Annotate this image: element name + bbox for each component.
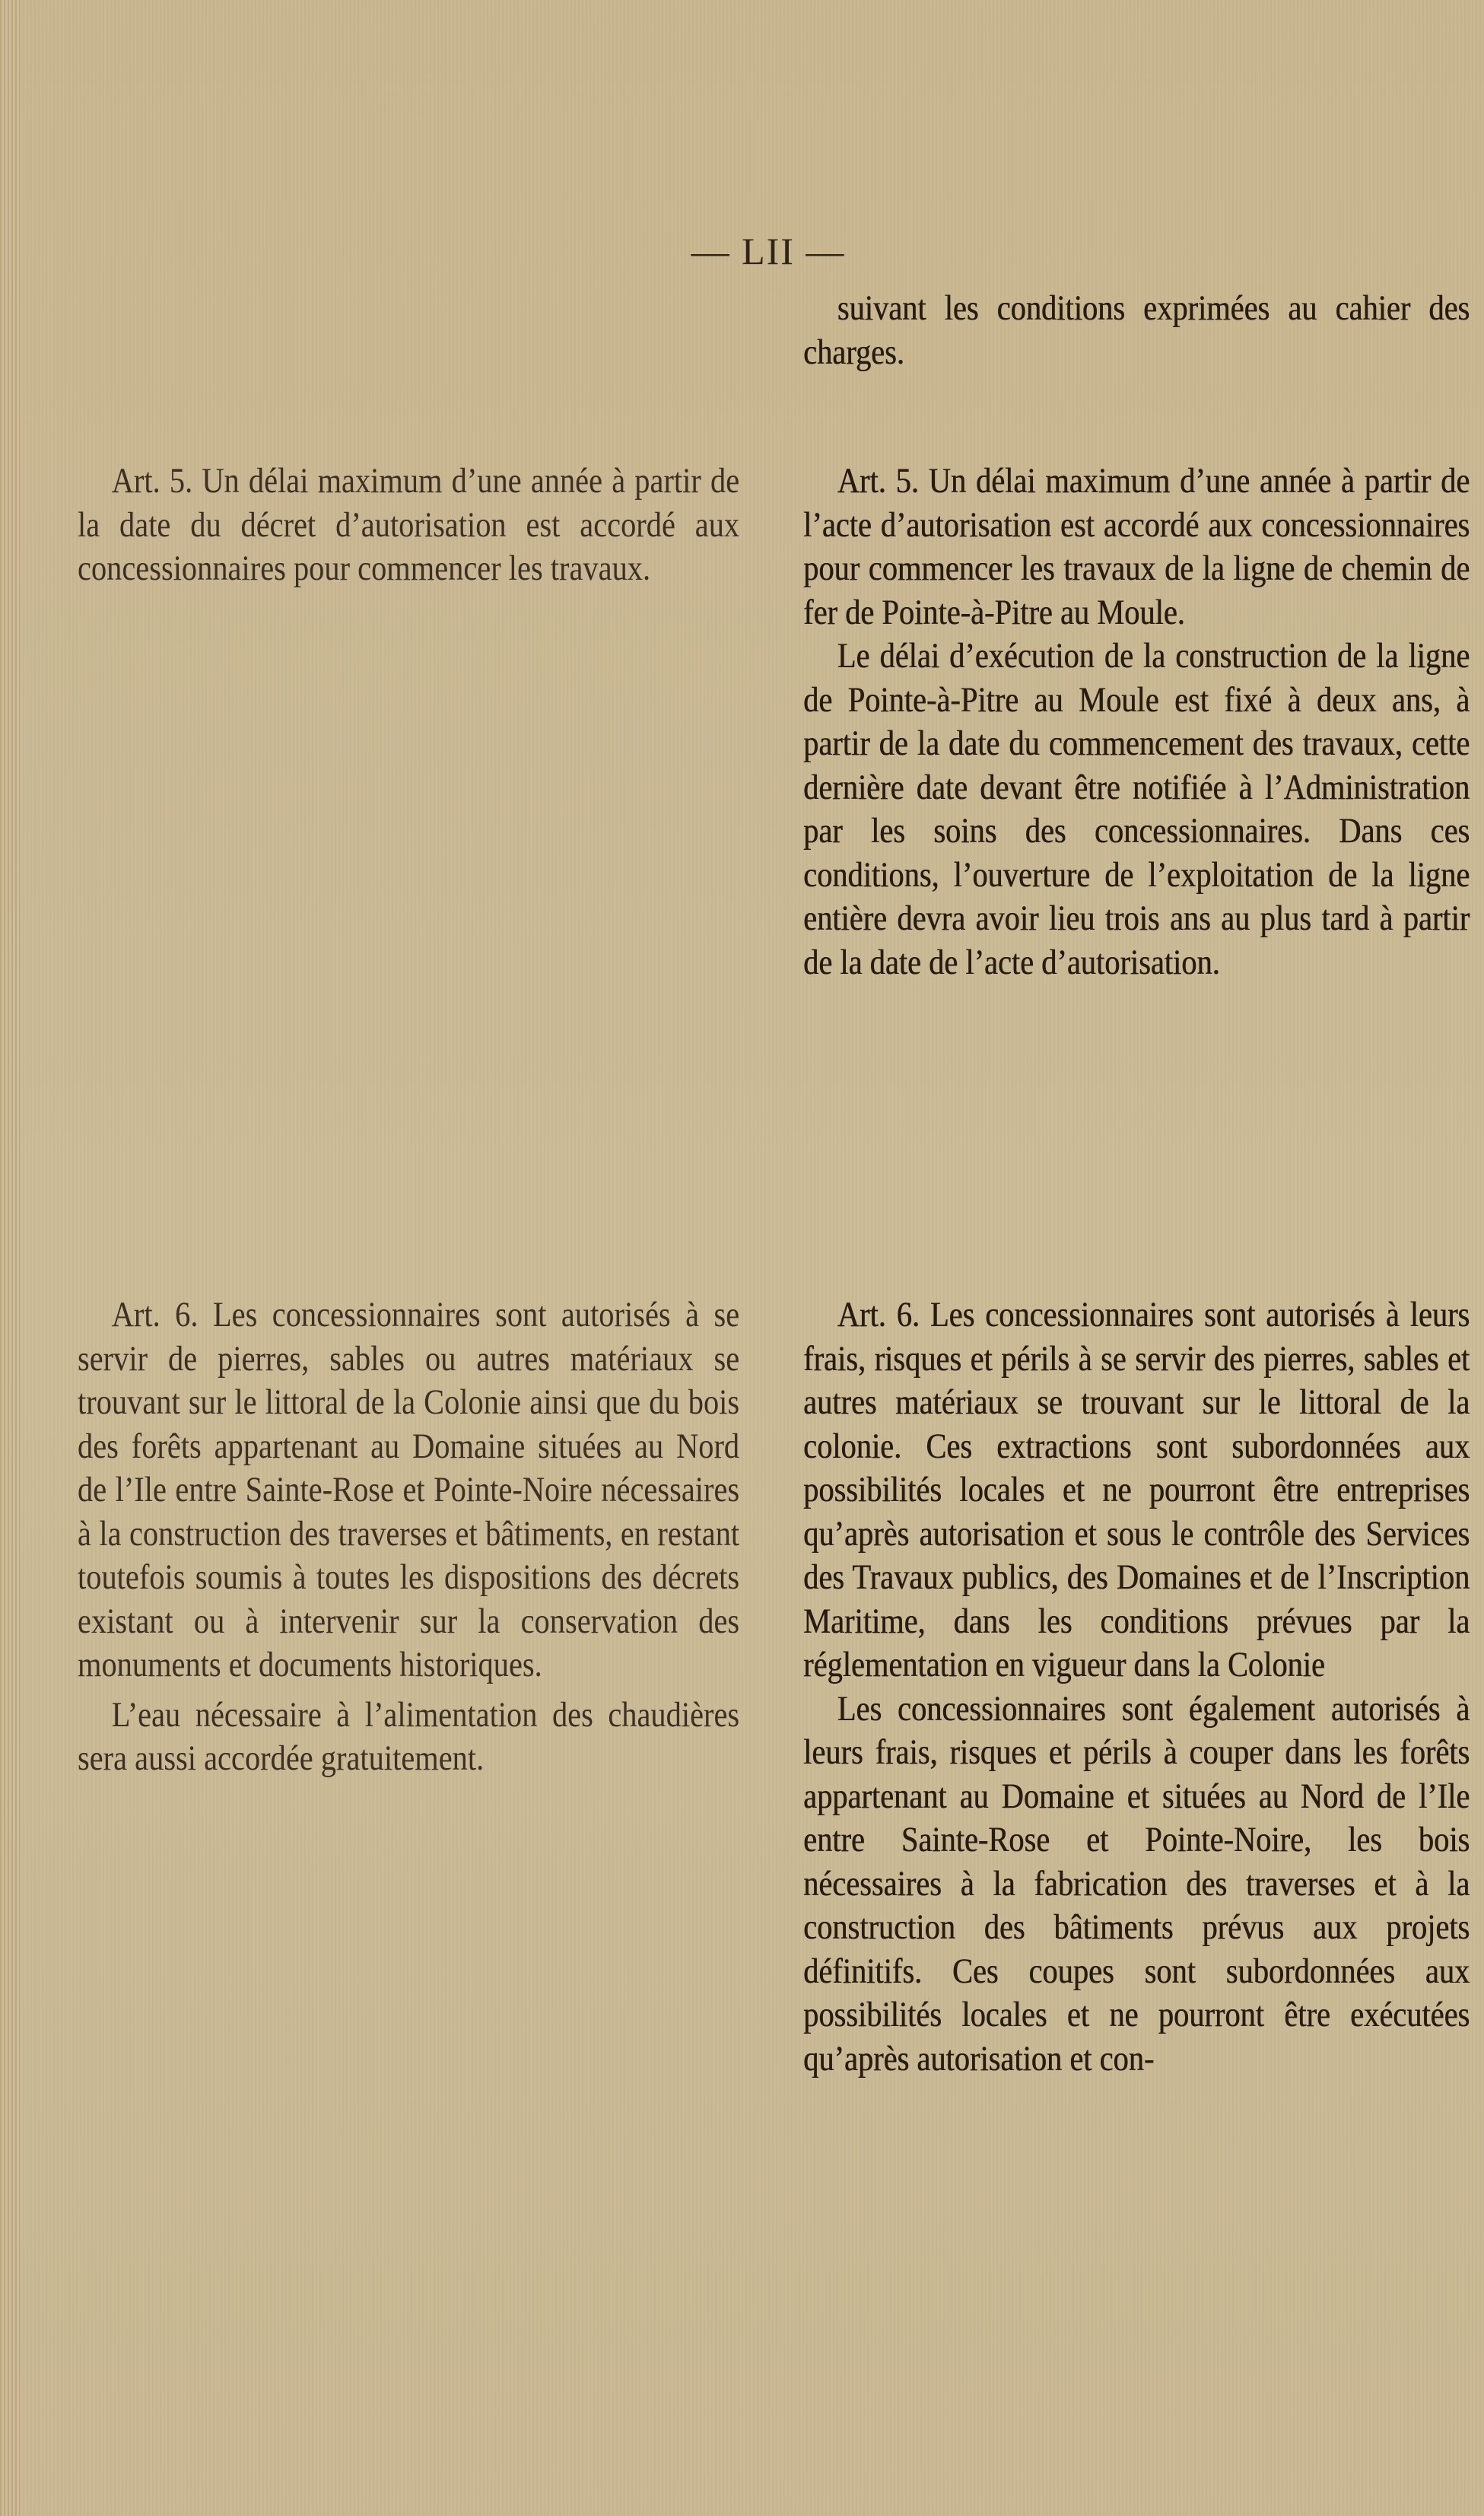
left-column: [78, 0, 739, 2516]
page-number-header: — LII —: [691, 230, 846, 272]
left-article-6: [78, 1293, 739, 1781]
right-article-5: [803, 460, 1470, 984]
right-art5-paragraph-1: Art. 5. Un délai maximum d’une année à partir de l’acte d’autorisation est accordé aux concessionnaires pour commencer les travaux de la ligne de chemin de fer de Pointe-à-Pitre au Moule.: [803, 461, 1470, 632]
right-art6-paragraph-1: Art. 6. Les concessionnaires sont autorisés à leurs frais, risques et périls à se servir des pierres, sables et autres matériaux se trouvant sur le littoral de la colonie. Ces extractions sont subordonnées aux possibilités locales et ne pourront être entreprises qu’après autorisation et sous le contrôle des Services des Travaux publics, des Domaines et de l’Inscription Maritime, dans les conditions prévues par la réglementation en vigueur dans la Colonie: [803, 1295, 1470, 1684]
right-continuation: [803, 287, 1470, 374]
left-art6-paragraph-2: L’eau nécessaire à l’alimentation des chaudières sera aussi accordée gratuitement.: [78, 1694, 740, 1778]
right-column: [803, 0, 1470, 2516]
right-article-6: [803, 1293, 1470, 2081]
right-art5-paragraph-2: Le délai d’exécution de la construction de la ligne de Pointe-à-Pitre au Moule est fixé à deux ans, à partir de la date du commencement des travaux, cette dernière date devant être notifiée à l’Administration par les soins des concessionnaires. Dans ces conditions, l’ouverture de l’exploitation de la ligne entière devra avoir lieu trois ans au plus tard à partir de la date de l’acte d’autorisation.: [803, 636, 1470, 982]
left-art5-paragraph: Art. 5. Un délai maximum d’une année à partir de la date du décret d’autorisation est accordé aux concessionnaires pour commencer les travaux.: [78, 461, 740, 588]
right-art6-paragraph-2: Les concessionnaires sont également autorisés à leurs frais, risques et périls à couper dans les forêts appartenant au Domaine et situées au Nord de l’Ile entre Sainte-Rose et Pointe-Noire, les bois nécessaires à la fabrication des traverses et à la construction des bâtiments prévus aux projets définitifs. Ces coupes sont subordonnées aux possibilités locales et ne pourront être exécutées qu’après autorisation et con-: [803, 1688, 1470, 2079]
page-binding-edge: [0, 0, 20, 2516]
right-continuation-paragraph: suivant les conditions exprimées au cahier des charges.: [803, 288, 1470, 372]
left-art6-paragraph-1: Art. 6. Les concessionnaires sont autorisés à se servir de pierres, sables ou autres matériaux se trouvant sur le littoral de la Colonie ainsi que du bois des forêts appartenant au Domaine situées au Nord de l’Ile entre Sainte-Rose et Pointe-Noire nécessaires à la construction des traverses et bâtiments, en restant toutefois soumis à toutes les dispositions des décrets existant ou à intervenir sur la conservation des monuments et documents historiques.: [78, 1295, 740, 1684]
left-article-5: [78, 460, 739, 591]
